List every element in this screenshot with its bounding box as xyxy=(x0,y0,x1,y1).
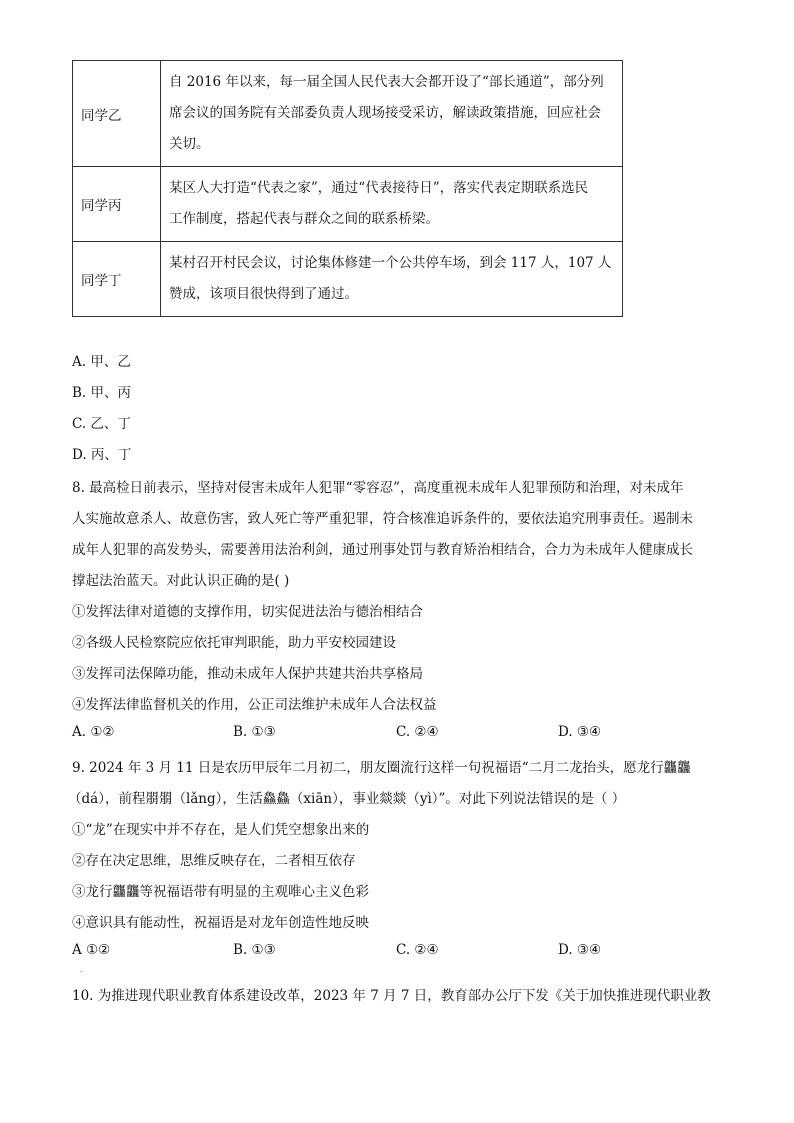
desc-line: 席会议的国务院有关部委负责人现场接受采访，解读政策措施，回应社会 xyxy=(169,105,601,121)
q7-option-c: C. 乙、丁 xyxy=(72,416,131,432)
row-name: 同学乙 xyxy=(73,61,161,167)
q8-option-d: D. ③④ xyxy=(558,724,602,740)
q7-option-a: A. 甲、乙 xyxy=(72,354,131,370)
table-row xyxy=(73,61,623,167)
q9-statement: ③龙行龘龘等祝福语带有明显的主观唯心主义色彩 xyxy=(72,884,369,900)
q7-option-d: D. 丙、丁 xyxy=(72,447,132,463)
q9-statement: ④意识具有能动性，祝福语是对龙年创造性地反映 xyxy=(72,915,369,931)
table-row xyxy=(73,242,623,317)
q9-stem-line: 9. 2024 年 3 月 11 日是农历甲辰年二月初二，朋友圈流行这样一句祝福语“二月二龙抬头，愿龙行龘龘 xyxy=(72,760,691,776)
q8-option-a: A. ①② xyxy=(72,724,115,740)
q8-option-b: B. ①③ xyxy=(233,724,276,740)
table-row xyxy=(73,167,623,242)
q8-stem-line: 撑起法治蓝天。对此认识正确的是( ) xyxy=(72,573,290,589)
row-description xyxy=(161,167,623,242)
stray-mark: . xyxy=(80,965,83,974)
q8-statement: ①发挥法律对道德的支撑作用，切实促进法治与德治相结合 xyxy=(72,604,423,620)
q7-option-b: B. 甲、丙 xyxy=(72,385,132,401)
q8-option-c: C. ②④ xyxy=(396,724,439,740)
desc-line: 关切。 xyxy=(169,136,210,152)
q9-option-d: D. ③④ xyxy=(558,942,602,958)
desc-line: 某区人大打造“代表之家”，通过“代表接待日”，落实代表定期联系选民 xyxy=(169,180,589,196)
desc-line: 自 2016 年以来，每一届全国人民代表大会都开设了“部长通道”，部分列 xyxy=(169,74,604,90)
q9-stem-line: （dá），前程朤朤（lǎng），生活鱻鱻（xiān），事业燚燚（yì）”。对此下列说法错误的是（ ） xyxy=(68,791,626,807)
row-description xyxy=(161,61,623,167)
row-name: 同学丁 xyxy=(73,242,161,317)
q8-stem-line: 成年人犯罪的高发势头，需要善用法治利剑，通过刑事处罚与教育矫治相结合，合力为未成年人健康成长 xyxy=(72,542,693,558)
row-description xyxy=(161,242,623,317)
q8-stem-line: 8. 最高检日前表示，坚持对侵害未成年人犯罪“零容忍”，高度重视未成年人犯罪预防和治理，对未成年 xyxy=(72,480,684,496)
desc-line: 工作制度，搭起代表与群众之间的联系桥梁。 xyxy=(169,211,439,227)
q8-statement: ②各级人民检察院应依托审判职能，助力平安校园建设 xyxy=(72,635,396,651)
desc-line: 赞成，该项目很快得到了通过。 xyxy=(169,286,358,302)
q9-option-a: A ①② xyxy=(72,942,111,958)
case-table xyxy=(72,60,623,317)
q8-statement: ④发挥法律监督机关的作用，公正司法维护未成年人合法权益 xyxy=(72,697,437,713)
q9-option-b: B. ①③ xyxy=(233,942,276,958)
q8-stem-line: 人实施故意杀人、故意伤害，致人死亡等严重犯罪，符合核准追诉条件的，要依法追究刑事责任。遏制未 xyxy=(72,511,693,527)
q8-statement: ③发挥司法保障功能，推动未成年人保护共建共治共享格局 xyxy=(72,666,423,682)
desc-line: 某村召开村民会议，讨论集体修建一个公共停车场，到会 117 人，107 人 xyxy=(169,255,612,271)
q9-option-c: C. ②④ xyxy=(396,942,439,958)
q10-stem-line: 10. 为推进现代职业教育体系建设改革，2023 年 7 月 7 日，教育部办公厅下发《关于加快推进现代职业教 xyxy=(72,988,711,1004)
row-name: 同学丙 xyxy=(73,167,161,242)
q9-statement: ①“龙”在现实中并不存在，是人们凭空想象出来的 xyxy=(72,822,370,838)
q9-statement: ②存在决定思维，思维反映存在，二者相互依存 xyxy=(72,853,356,869)
